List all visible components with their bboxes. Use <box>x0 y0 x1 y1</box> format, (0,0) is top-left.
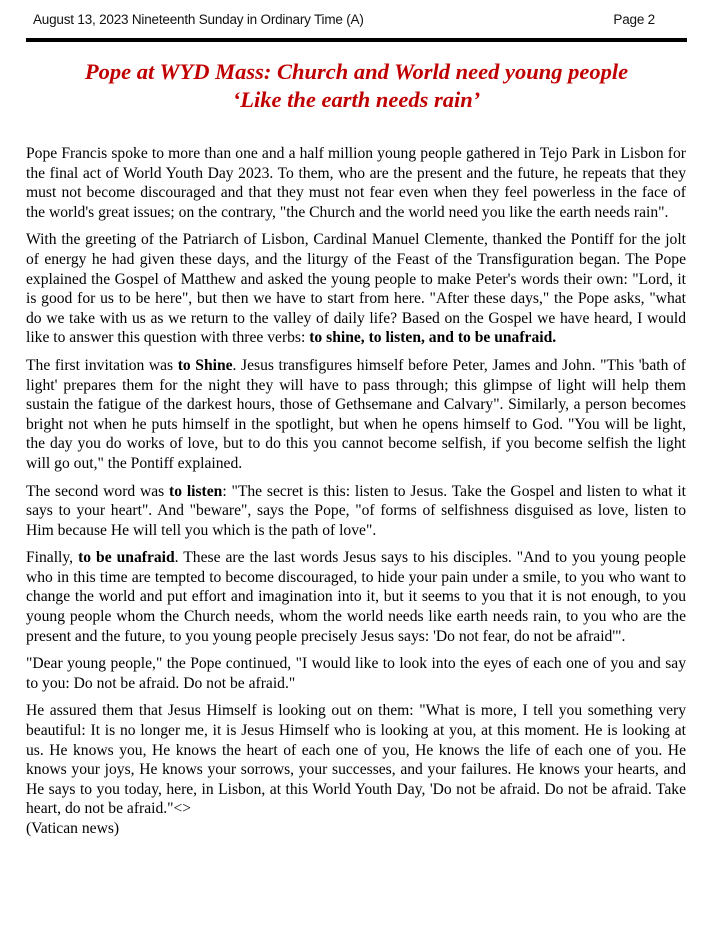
paragraph-text: . These are the last words Jesus says to his disciples. "And to you young people who in this time are tempted to become discouraged, to hide your pain under a smile, to you who want to change the world and put effort and imagination into it, but it seems to you that it is not enough, to you young people whom the Church needs, whom the world needs like earth needs rain, to you who are the present and the future, to you young people precisely Jesus says: 'Do not fear, do not be afraid'". <box>26 549 686 645</box>
paragraph-text: With the greeting of the Patriarch of Lisbon, Cardinal Manuel Clemente, thanked the Pontiff for the jolt of energy he had given these days, and the liturgy of the Feast of the Transfiguration began. The Pope explained the Gospel of Matthew and asked the young people to make Peter's words their own: "Lord, it is good for us to be here", but then we have to start from here. "After these days," the Pope asks, "what do we take with us as we return to the valley of daily life? Based on the Gospel we have heard, I would like to answer this question with three verbs: <box>26 231 686 347</box>
article-body <box>26 144 686 839</box>
paragraph-text: The first invitation was <box>26 356 178 374</box>
paragraph-jesus-looking <box>26 701 686 838</box>
shine-emphasis: to Shine <box>177 356 233 374</box>
article-source: (Vatican news) <box>26 820 120 837</box>
paragraph-dear-young-people: "Dear young people," the Pope continued, "I would like to look into the eyes of each one of you and say to you: Do not be afraid. Do not be afraid." <box>26 655 686 692</box>
paragraph-greeting <box>26 230 686 348</box>
paragraph-text: Finally, <box>26 549 79 567</box>
paragraph-listen <box>26 482 686 541</box>
listen-emphasis: to listen <box>169 482 223 500</box>
header-date-line: August 13, 2023 Nineteenth Sunday in Ordinary Time (A) <box>33 12 364 27</box>
paragraph-text: He assured them that Jesus Himself is looking out on them: "What is more, I tell you something very beautiful: It is no longer me, it is Jesus Himself who is looking at you, at this moment. He is looking at us. He knows you, He knows the heart of each one of you, He knows the life of each one of you. He knows your joys, He knows your sorrows, your successes, and your failures. He knows your hearts, and He says to you today, here, in Lisbon, at this World Youth Day, 'Do not be afraid. Do not be afraid. Take heart, do not be afraid."<> <box>26 702 686 818</box>
article-title <box>26 58 687 114</box>
article-title-line-2: ‘Like the earth needs rain’ <box>232 87 481 112</box>
three-verbs-emphasis: to shine, to listen, and to be unafraid. <box>309 329 557 347</box>
paragraph-text: : "The secret is this: listen to Jesus. Take the Gospel and listen to what it says to your heart". And "beware", says the Pope, "of forms of selfishness disguised as love, listen to Him because He will tell you which is the path of love". <box>26 482 686 539</box>
paragraph-unafraid <box>26 548 686 646</box>
page-header <box>33 12 655 27</box>
unafraid-emphasis: to be unafraid <box>78 549 175 567</box>
paragraph-intro: Pope Francis spoke to more than one and a half million young people gathered in Tejo Park in Lisbon for the final act of World Youth Day 2023. To them, who are the present and the future, he repeats that they must not become discouraged and that they must not fear even when they feel powerless in the face of the world's great issues; on the contrary, "the Church and the world need you like the earth needs rain". <box>26 145 686 221</box>
page-number: Page 2 <box>613 12 655 27</box>
paragraph-text: . Jesus transfigures himself before Peter, James and John. "This 'bath of light' prepares them for the night they will have to pass through; this glimpse of light will help them sustain the fatigue of the darkest hours, those of Gethsemane and Calvary". Similarly, a person becomes bright not when he puts himself in the spotlight, but when he opens himself to God. "You will be light, the day you do works of love, but to do this you cannot become selfish, if you become selfish the light will go out," the Pontiff explained. <box>26 356 686 472</box>
article-title-line-1: Pope at WYD Mass: Church and World need young people <box>84 59 629 84</box>
header-rule-divider <box>26 38 687 42</box>
paragraph-shine <box>26 356 686 474</box>
paragraph-text: The second word was <box>26 482 170 500</box>
